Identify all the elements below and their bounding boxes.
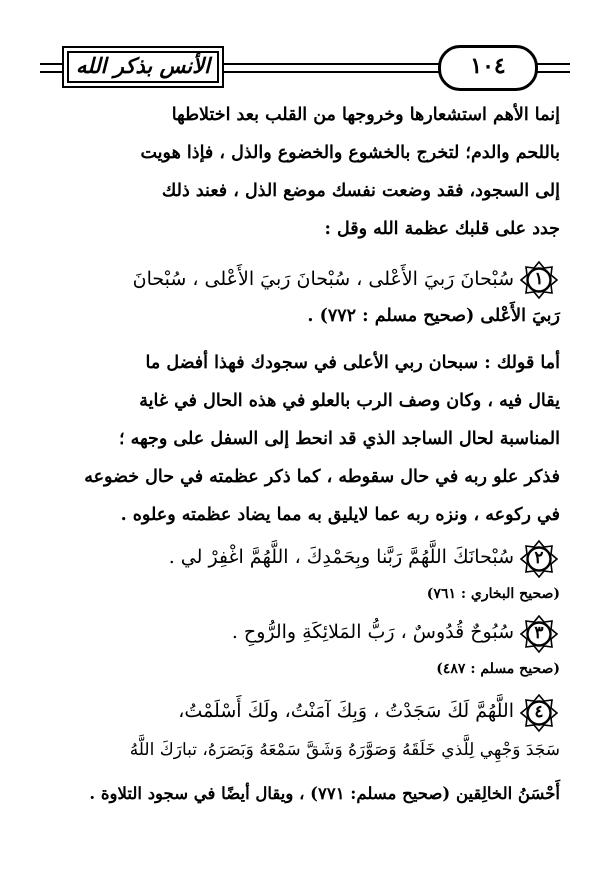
dhikr-line: اللَّهُمَّ لَكَ سَجَدْتُ ، وَبِكَ آمَنْتُ، ولَكَ أَسْلَمْتُ، [178,700,514,722]
book-title: الأنس بذكر الله [76,53,210,78]
text-line: في ركوعه ، ونزه ربه عما لايليق به مما يضاد عظمته وعلوه . [120,505,560,525]
text-line: إنما الأهم استشعارها وخروجها من القلب بعد اختلاطها [171,105,560,125]
number-medallion [520,540,558,578]
page-number-frame [438,45,538,91]
number-medallion [520,615,558,653]
dhikr-line: سُبْحانَكَ اللَّهُمَّ رَبَّنا وبِحَمْدِكَ ، اللَّهُمَّ اغْفِرْ لي . [168,546,514,568]
dhikr-line: رَبيَ الأَعْلى (صحيح مسلم : ٧٧٢) . [307,306,560,326]
text-line: جدد على قلبك عظمة الله وقل : [324,219,560,239]
text-line: إلى السجود، فقد وضعت نفسك موضع الذل ، فعند ذلك [161,181,560,201]
medallion-number: ٢ [534,548,544,568]
number-medallion [520,261,558,299]
medallion-number: ٣ [534,623,544,643]
text-line: فذكر علو ربه في حال سقوطه ، كما ذكر عظمته في حال خضوعه [84,467,560,487]
medallion-number: ٤ [534,702,544,722]
dhikr-line: سَجَدَ وَجْهِي لِلَّذي خَلَقَهُ وَصَوَّرَهُ وَشَقَّ سَمْعَهُ وَبَصَرَهُ، تبارَكَ اللَّهُ [129,740,560,760]
hadith-source: (صحيح البخاري : ٧٦١) [426,586,560,602]
page-number: ١٠٤ [470,53,506,79]
dhikr-line: سُبُوحٌ قُدُوسٌ ، رَبُّ المَلائِكَةِ والرُّوحِ . [231,621,514,643]
hadith-source: (صحيح مسلم : ٤٨٧) [436,661,560,677]
number-medallion [520,694,558,732]
page-header [40,38,570,94]
dhikr-line: أَحْسَنُ الخالِقين (صحيح مسلم: ٧٧١) ، ويقال أيضًا في سجود التلاوة . [89,784,560,803]
medallion-number: ١ [534,269,544,289]
text-line: باللحم والدم؛ لتخرج بالخشوع والخضوع والذل ، فإذا هويت [140,143,560,163]
text-line: يقال فيه ، وكان وصف الرب بالعلو في هذه الحال في غاية [139,391,560,411]
book-title-frame [62,46,224,88]
dhikr-line: سُبْحانَ رَبيَ الأَعْلى ، سُبْحانَ رَبيَ الأَعْلى ، سُبْحانَ [132,268,514,290]
text-line: أما قولك : سبحان ربي الأعلى في سجودك فهذا أفضل ما [145,353,560,373]
text-line: المناسبة لحال الساجد الذي قد انحط إلى السفل على وجهه ؛ [118,429,560,449]
